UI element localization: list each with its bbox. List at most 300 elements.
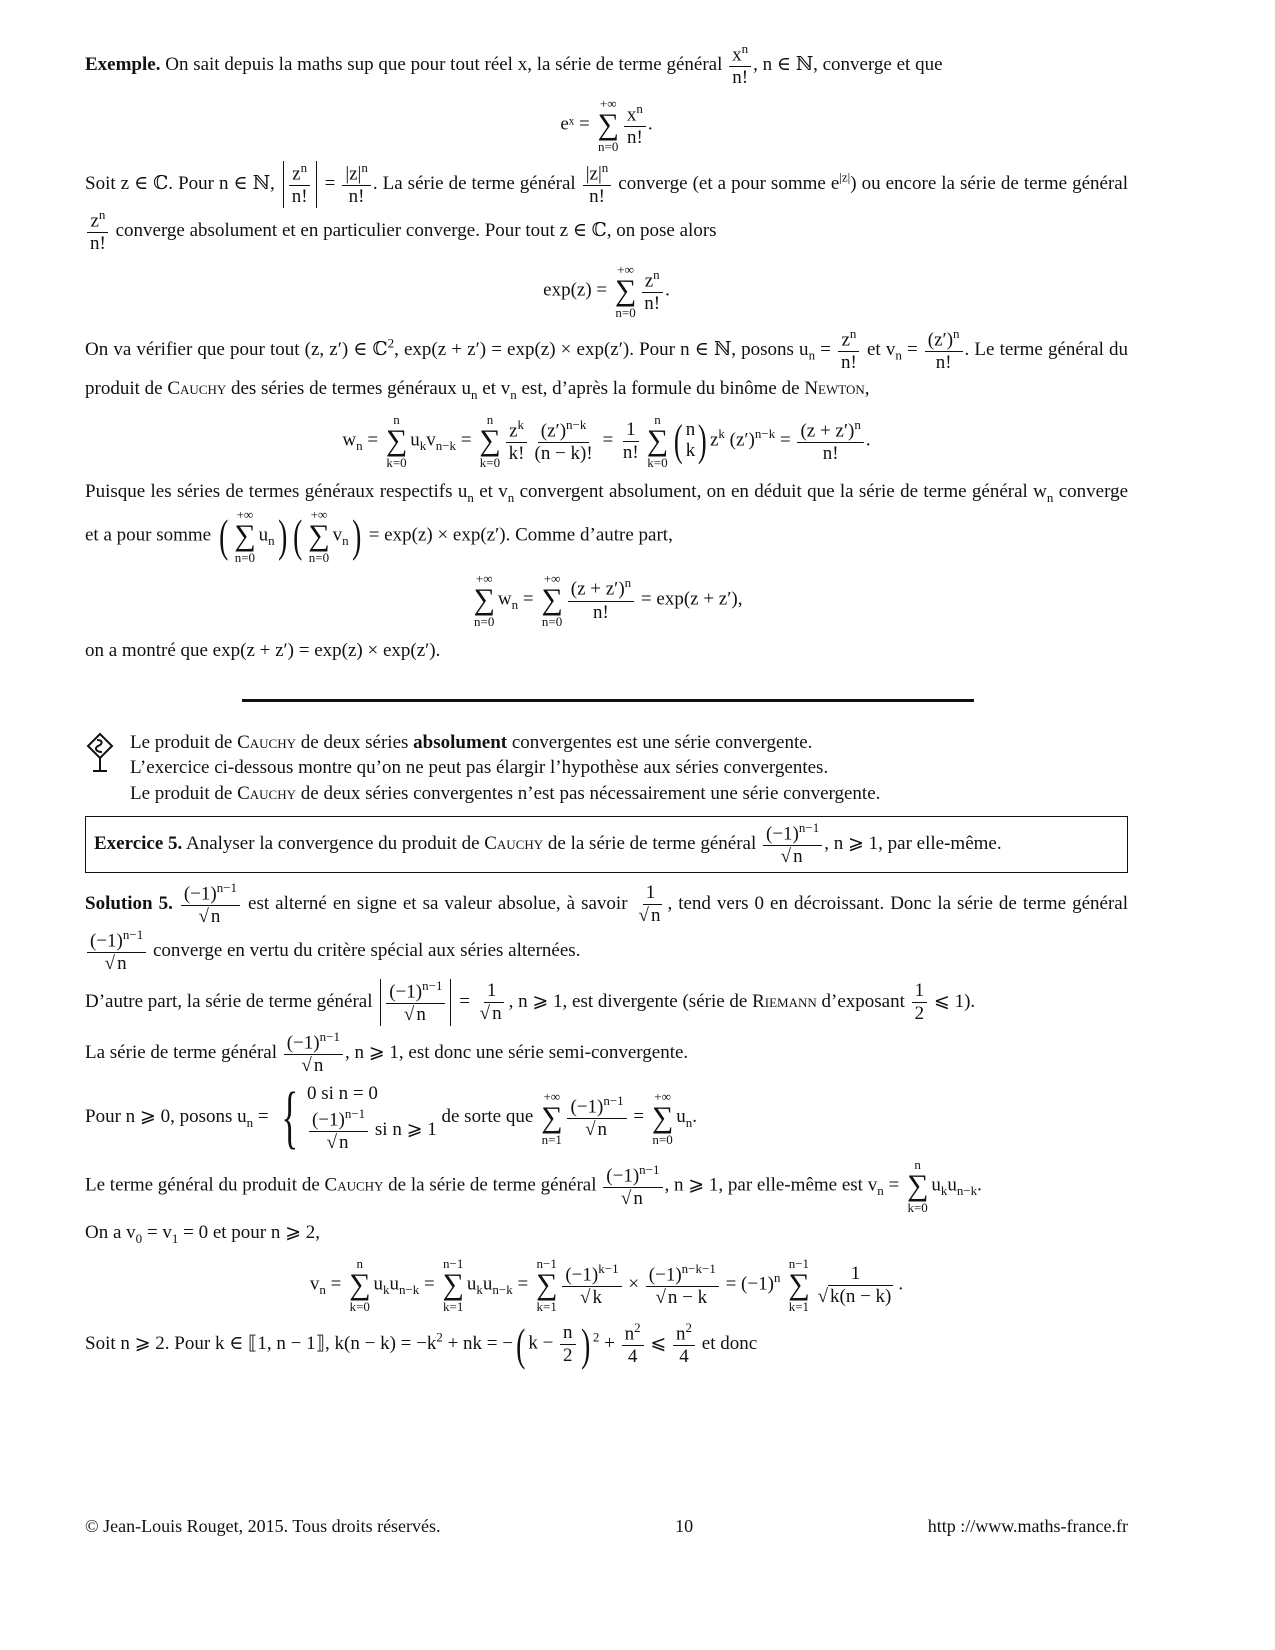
text-run: n (624, 1323, 635, 1345)
text-run: La série de terme général (85, 1041, 282, 1063)
text-run: k−1 (598, 1260, 619, 1276)
text-run: Pour n ⩾ 0, posons u (85, 1105, 247, 1127)
text-run: n (854, 416, 861, 432)
radicand (490, 1002, 504, 1024)
square-root (327, 1132, 351, 1154)
sum-lower-limit: n=0 (598, 139, 619, 155)
text-run: n−k (956, 1183, 978, 1199)
text-run: = (325, 1273, 347, 1295)
text-run: u (389, 1273, 399, 1295)
radical-sign: √ (655, 1286, 666, 1308)
display-equation (85, 97, 1128, 153)
text-run: n (685, 1114, 693, 1130)
text-run: et donc (697, 1333, 758, 1355)
text-run: (−1) (286, 1032, 320, 1054)
text-run: 4 (679, 1346, 689, 1368)
text-run: (−1) (311, 1109, 345, 1131)
text-run: n! (90, 233, 106, 255)
radical-sign: √ (585, 1119, 596, 1141)
footer-url[interactable]: http ://www.maths-france.fr (927, 1516, 1128, 1536)
paragraph (85, 636, 1128, 665)
text-run: n (510, 386, 517, 402)
text-run: est alterné en signe et sa valeur absolue, à savoir (242, 892, 634, 914)
text-run: 4 (627, 1346, 638, 1368)
denominator (346, 186, 368, 208)
fraction (815, 1263, 897, 1308)
summation (598, 97, 619, 153)
text-run: (−1) (90, 929, 123, 951)
text-run: On sait depuis la maths sup que pour tout réel x, la série de terme général (160, 53, 728, 75)
superscript (636, 101, 643, 116)
square-root (639, 905, 663, 927)
numerator (797, 418, 863, 443)
square-root (105, 953, 129, 975)
text-run: |z| (585, 163, 602, 185)
text-run: n (210, 905, 221, 927)
fraction (309, 1107, 368, 1154)
bold-text: absolument (413, 732, 508, 754)
text-run: u (931, 1174, 941, 1196)
sigma-symbol: ∑ (535, 1268, 558, 1302)
radicand (631, 1187, 645, 1209)
text-run: n − k (667, 1286, 708, 1308)
text-run: (−1) (565, 1264, 599, 1286)
small-caps-name: Cauchy (237, 732, 297, 754)
paragraph (85, 42, 1128, 89)
text-run: exp(z) = (543, 279, 612, 301)
numerator (642, 268, 663, 293)
text-run: n! (732, 67, 749, 89)
text-run: 2 (436, 1329, 443, 1345)
fraction (87, 928, 146, 975)
sum-lower-limit: k=0 (386, 455, 407, 471)
numerator (603, 1163, 662, 1188)
text-run: d’exposant (816, 990, 910, 1012)
text-run: . (898, 1273, 904, 1295)
numerator (646, 1262, 719, 1287)
right-paren: ) (698, 416, 708, 466)
text-run: n (300, 160, 308, 176)
fraction (925, 327, 963, 374)
denominator (324, 1132, 354, 1154)
text-run: , n ⩾ 1, est donc une série semi-convergente. (344, 1041, 689, 1063)
subscript (436, 438, 456, 453)
denominator (729, 67, 751, 89)
text-run: n−1 (344, 1106, 366, 1122)
text-run: n (246, 1114, 254, 1130)
summation (652, 1090, 673, 1146)
fraction (636, 882, 666, 927)
fraction (797, 418, 863, 465)
text-run: (n − k)! (534, 442, 593, 464)
text-run: n (511, 597, 519, 613)
numerator (342, 161, 371, 186)
text-run: = (775, 429, 796, 451)
text-run: . (865, 429, 871, 451)
text-run: Analyser la convergence du produit de (182, 832, 485, 854)
text-run: n−k (754, 426, 776, 442)
text-run: convergentes est une série convergente. (507, 732, 813, 754)
sigma-symbol: ∑ (906, 1169, 929, 1203)
square-root (301, 1055, 325, 1077)
numerator (87, 208, 108, 233)
denominator (912, 1003, 928, 1025)
text-run: k (382, 1282, 390, 1298)
paragraph (85, 327, 1128, 405)
denominator (560, 1345, 576, 1367)
text-run: k! (508, 442, 525, 464)
text-run: n (741, 41, 749, 56)
sigma-symbol: ∑ (646, 424, 669, 458)
fraction (386, 979, 445, 1026)
square-root (585, 1119, 609, 1141)
text-run: n (653, 266, 660, 282)
summation (541, 572, 562, 628)
sum-upper-limit: n (914, 1157, 921, 1173)
text-run: n (633, 1187, 643, 1209)
superscript (361, 160, 368, 175)
text-run: Le produit de (130, 782, 238, 804)
numerator (624, 102, 646, 127)
denominator (289, 186, 311, 208)
numerator (623, 419, 639, 442)
text-run: = (597, 429, 618, 451)
paragraph (85, 1078, 1128, 1156)
paragraph (85, 1158, 1128, 1214)
subscript (492, 1282, 512, 1297)
text-run: ⩽ 1). (929, 990, 976, 1012)
fraction (506, 418, 528, 465)
fraction (641, 268, 663, 315)
numerator (560, 1322, 576, 1345)
text-run: w (342, 429, 357, 451)
horizontal-rule (242, 699, 974, 702)
paragraph (85, 881, 1128, 975)
summation (536, 1257, 557, 1313)
text-run: n (601, 160, 609, 176)
subscript (957, 1183, 977, 1198)
text-run: Soit n ⩾ 2. Pour k ∈ ⟦1, n − 1⟧, k(n − k) = −k (85, 1333, 437, 1355)
text-run: de deux séries convergentes n’est pas nécessairement une série convergente. (296, 782, 881, 804)
absolute-value (380, 979, 451, 1026)
fraction (620, 419, 642, 464)
square-root (818, 1286, 894, 1308)
text-run: = v (142, 1222, 172, 1244)
sigma-symbol: ∑ (349, 1268, 371, 1302)
text-run: n! (593, 601, 609, 623)
sum-upper-limit: +∞ (236, 506, 254, 522)
superscript (799, 820, 819, 835)
sum-lower-limit: k=0 (907, 1200, 928, 1216)
text-run: n (597, 1119, 608, 1141)
text-run: n (1046, 489, 1054, 505)
numerator (181, 881, 240, 906)
denominator (838, 352, 860, 374)
sum-upper-limit: n−1 (536, 1256, 557, 1272)
sigma-symbol: ∑ (385, 424, 408, 458)
warning-line (130, 781, 1128, 806)
denominator (506, 443, 528, 465)
sum-lower-limit: n=0 (234, 549, 256, 565)
text-run: (−1) (183, 882, 217, 904)
text-run: n (356, 438, 363, 454)
square-root (480, 1003, 504, 1025)
text-run: 2 (563, 1345, 573, 1367)
denominator (590, 602, 612, 624)
sum-upper-limit: n (393, 412, 400, 428)
text-run: 0 si n = 0 (306, 1082, 378, 1104)
text-run: = (883, 1174, 904, 1196)
paragraph (85, 1218, 1128, 1249)
text-run: n (849, 326, 857, 342)
text-run: . La série de terme général (372, 172, 581, 194)
text-run: n (773, 1270, 781, 1286)
text-run: si n ⩾ 1 (370, 1119, 437, 1141)
sum-lower-limit: k=1 (788, 1299, 810, 1315)
text-run: k (517, 416, 525, 432)
text-run: On va vérifier que pour tout (z, z′) ∈ ℂ (85, 338, 388, 360)
fraction (477, 980, 507, 1025)
case-row (307, 1081, 437, 1108)
superscript (345, 1106, 365, 1121)
fraction (532, 418, 596, 465)
document-body (85, 38, 1128, 1372)
text-run: 1 (486, 979, 497, 1001)
text-run: = (628, 1105, 649, 1127)
text-run: n (471, 386, 478, 402)
denominator (815, 1286, 897, 1308)
denominator (933, 352, 955, 374)
superscript (953, 326, 960, 341)
denominator (625, 1346, 641, 1368)
denominator (636, 905, 666, 927)
text-run: n (808, 347, 816, 363)
sum-lower-limit: n=1 (541, 1131, 562, 1147)
denominator (652, 1287, 712, 1309)
paragraph (85, 1030, 1128, 1077)
text-run: n (117, 952, 127, 974)
text-run: n (319, 1282, 326, 1298)
text-run: n−1 (639, 1161, 660, 1177)
parenthesized (513, 1318, 593, 1370)
sum-lower-limit: n=0 (615, 305, 636, 321)
right-paren: ) (351, 509, 361, 561)
parenthesized (216, 508, 290, 564)
numerator (506, 418, 527, 443)
fraction (583, 161, 612, 208)
numerator (643, 882, 659, 905)
superscript (566, 417, 586, 432)
fraction (284, 1030, 343, 1077)
display-equation (85, 263, 1128, 319)
radicand (337, 1131, 351, 1153)
text-run: n−k (398, 1282, 420, 1298)
sum-lower-limit: k=1 (443, 1299, 464, 1315)
text-run: ⩽ (645, 1333, 672, 1355)
superscript (653, 267, 660, 282)
fraction (646, 1262, 719, 1309)
sum-lower-limit: k=1 (536, 1299, 557, 1315)
radical-sign: √ (479, 1002, 491, 1024)
denominator (102, 953, 132, 975)
radicand (666, 1286, 709, 1308)
display-equation (85, 572, 1128, 628)
fraction (87, 208, 109, 255)
sigma-symbol: ∑ (479, 424, 501, 458)
fraction (624, 102, 646, 149)
text-run: . (692, 1105, 698, 1127)
sigma-symbol: ∑ (541, 582, 563, 616)
text-run: z (644, 269, 654, 291)
text-run: 2 (914, 1002, 925, 1024)
text-run: u (947, 1174, 957, 1196)
paragraph (85, 477, 1128, 564)
text-run: v (309, 1273, 320, 1295)
subscript (342, 533, 349, 548)
text-run: z (292, 163, 301, 185)
text-run: × (623, 1273, 644, 1295)
fraction (342, 161, 371, 208)
paren-content (528, 1322, 577, 1367)
subscript (268, 533, 275, 548)
text-run: = (815, 338, 837, 360)
footer-page-number: 10 (675, 1516, 694, 1536)
radical-sign: √ (620, 1187, 632, 1209)
binom-entries (686, 420, 696, 462)
text-run: n (650, 904, 661, 926)
text-run: + nk = − (442, 1333, 513, 1355)
numerator (386, 979, 445, 1004)
text-run: n−1 (603, 1093, 624, 1109)
radicand (312, 1054, 326, 1076)
text-run: u (676, 1105, 686, 1127)
sum-upper-limit: +∞ (599, 96, 617, 112)
denominator (577, 1287, 607, 1309)
numerator (912, 980, 928, 1003)
text-run (173, 893, 179, 914)
sum-upper-limit: +∞ (475, 570, 493, 586)
superscript (518, 417, 525, 432)
summation (788, 1257, 809, 1313)
radicand (414, 1003, 428, 1025)
numerator (568, 576, 634, 601)
numerator (484, 980, 500, 1003)
paragraph (85, 979, 1128, 1026)
text-run: . (665, 279, 670, 301)
fraction (763, 821, 822, 868)
page-footer (85, 1516, 1128, 1537)
paren-content (305, 508, 348, 564)
text-run: n (636, 100, 643, 116)
sigma-symbol: ∑ (234, 518, 256, 552)
binom-bottom: k (685, 440, 696, 462)
text-run: , exp(z + z′) = exp(z) × exp(z′). Pour n ∈ ℕ, posons u (394, 338, 809, 360)
text-run: n! (622, 441, 639, 463)
denominator (401, 1004, 431, 1026)
sum-upper-limit: +∞ (617, 262, 634, 278)
sum-upper-limit: n−1 (443, 1256, 464, 1272)
radicand (649, 904, 663, 926)
fraction (562, 1262, 621, 1309)
text-run: de la série de terme général (383, 1174, 602, 1196)
superscript (320, 1029, 340, 1044)
text-run: 1 (850, 1262, 861, 1284)
text-run: converge et a pour somme (85, 481, 1129, 546)
text-run: , n ⩾ 1, par elle-même est v (664, 1174, 878, 1196)
text-run: = (456, 429, 477, 451)
text-run: . (977, 1174, 982, 1196)
sigma-symbol: ∑ (308, 518, 330, 552)
bold-text: Solution 5. (85, 892, 173, 914)
paragraph (85, 161, 1128, 255)
left-paren: ( (292, 509, 303, 561)
text-run: w (497, 588, 512, 610)
superscript (301, 160, 308, 175)
superscript (625, 575, 632, 590)
text-run: n! (822, 442, 839, 464)
text-run: (−1) (648, 1264, 682, 1286)
text-run: |z| (839, 169, 851, 185)
text-run: = (901, 338, 923, 360)
superscript (850, 326, 857, 341)
numerator (583, 161, 612, 186)
exercise-box (85, 816, 1128, 873)
text-run: (z′) (540, 419, 567, 441)
text-run: = (319, 172, 341, 194)
numerator (284, 1030, 343, 1055)
text-run: de sorte que (436, 1105, 539, 1127)
fraction (912, 980, 928, 1025)
text-run: . (647, 113, 653, 135)
numerator (538, 418, 590, 443)
absolute-value (283, 161, 317, 208)
square-root (621, 1188, 645, 1210)
text-run: Soit z ∈ ℂ. Pour n ∈ ℕ, (85, 172, 280, 194)
denominator (618, 1188, 648, 1210)
superscript (123, 927, 143, 942)
denominator (477, 1003, 507, 1025)
summation (647, 413, 668, 469)
text-run: converge absolument et en particulier converge. Pour tout z ∈ ℂ, on pose alors (110, 219, 717, 241)
radical-sign: √ (580, 1286, 591, 1308)
numerator (763, 821, 822, 846)
fraction (181, 881, 240, 928)
text-run: v (332, 524, 343, 546)
small-caps-name: Riemann (752, 990, 817, 1012)
cases-rows (307, 1081, 437, 1155)
text-run: n (877, 1183, 884, 1199)
text-run: 1 (171, 1231, 179, 1247)
text-run: n−k (435, 438, 457, 454)
text-run: k (940, 1183, 948, 1199)
text-run: n (342, 533, 349, 549)
text-run: n (507, 489, 515, 505)
text-run: = (454, 990, 475, 1012)
superscript (603, 1093, 623, 1108)
radical-sign: √ (198, 905, 209, 927)
text-run: k − (528, 1333, 559, 1355)
text-run: u (482, 1273, 493, 1295)
text-run: ) ou encore la série de terme général (850, 172, 1129, 194)
binomial-coefficient (671, 416, 710, 466)
text-run: n (361, 160, 368, 176)
denominator (778, 846, 808, 868)
text-run: u (410, 429, 420, 451)
summation (443, 1257, 464, 1313)
sum-upper-limit: n (654, 412, 661, 428)
text-run: n (416, 1003, 426, 1025)
text-run: n! (291, 186, 308, 208)
